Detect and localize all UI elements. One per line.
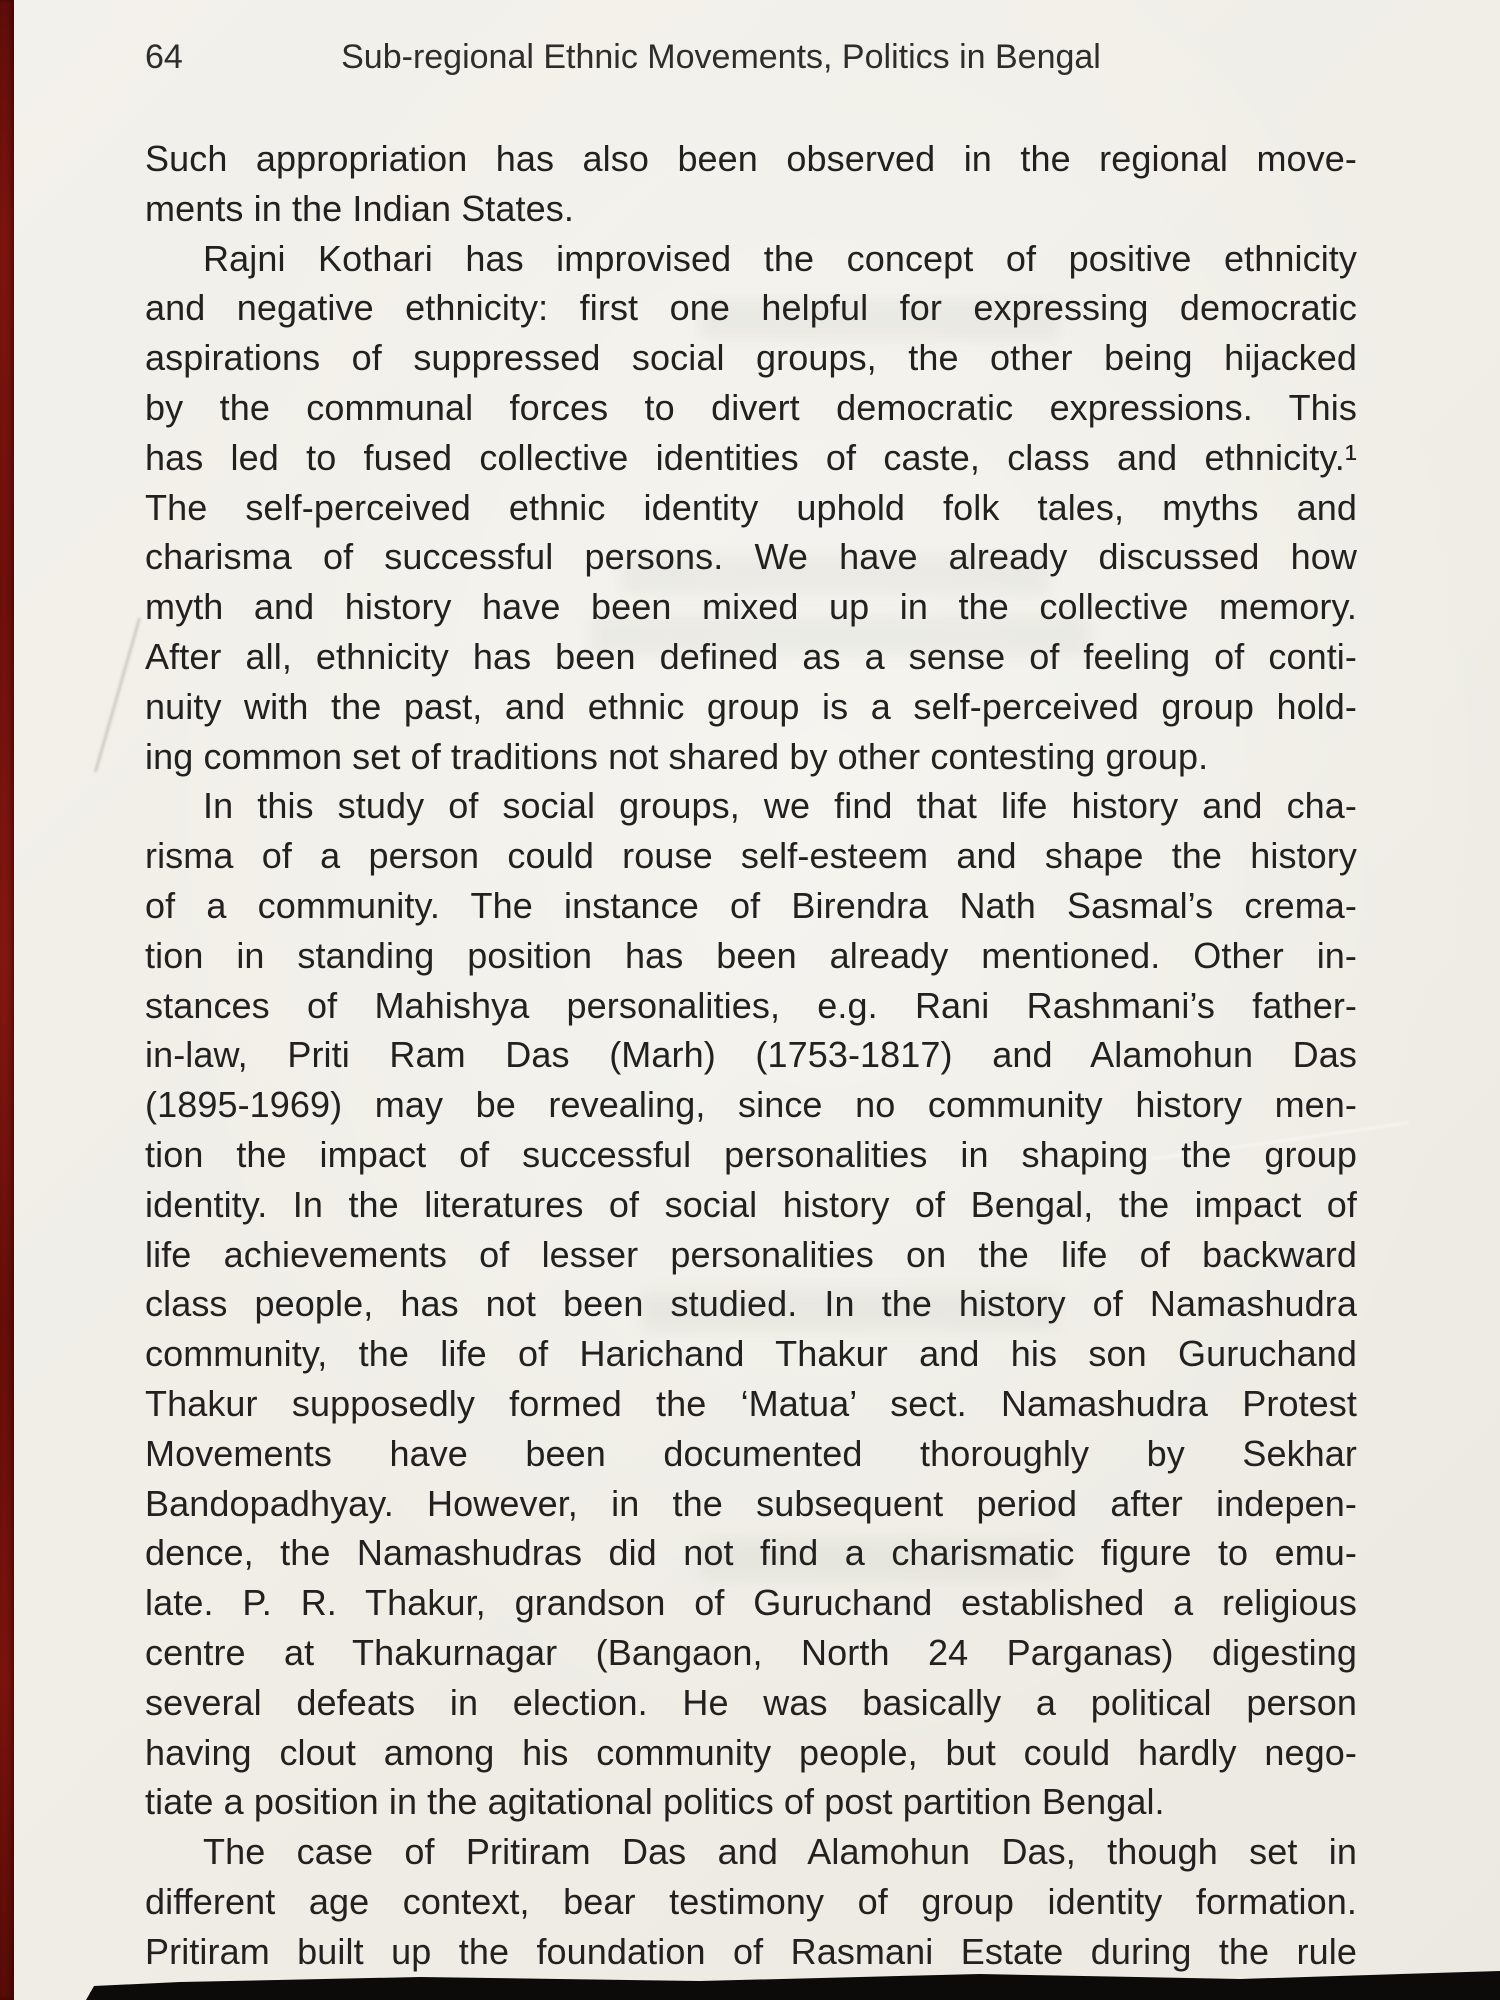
text-line: late. P. R. Thakur, grandson of Guruchand established a religious: [145, 1582, 1357, 1624]
text-line: ing common set of traditions not shared by other contesting group.: [145, 735, 1209, 777]
text-line: The self-perceived ethnic identity uphold folk tales, myths and: [145, 486, 1357, 528]
text-line: Bandopadhyay. However, in the subsequent period after indepen-: [145, 1482, 1357, 1524]
text-line: The case of Pritiram Das and Alamohun Das, though set in: [203, 1831, 1357, 1873]
text-line: ments in the Indian States.: [145, 187, 574, 229]
text-line: Pritiram built up the foundation of Rasmani Estate during the rule: [145, 1930, 1357, 1972]
text-line: Thakur supposedly formed the ‘Matua’ sect. Namashudra Protest: [145, 1382, 1357, 1424]
text-line: Such appropriation has also been observed in the regional move-: [145, 138, 1357, 179]
text-line: aspirations of suppressed social groups, the other being hijacked: [145, 337, 1357, 379]
text-line: After all, ethnicity has been defined as a sense of feeling of conti-: [145, 635, 1357, 677]
text-line: tion in standing position has been already mentioned. Other in-: [145, 934, 1357, 976]
text-line: of a community. The instance of Birendra Nath Sasmal’s crema-: [145, 884, 1357, 926]
text-line: different age context, bear testimony of group identity formation.: [145, 1880, 1357, 1922]
text-line: charisma of successful persons. We have already discussed how: [145, 536, 1357, 578]
text-line: and negative ethnicity: first one helpful for expressing democratic: [145, 287, 1357, 329]
text-line: in-law, Priti Ram Das (Marh) (1753-1817) and Alamohun Das: [145, 1034, 1357, 1076]
page-number: 64: [145, 38, 183, 76]
text-line: tion the impact of successful personalities in shaping the group: [145, 1133, 1357, 1175]
text-line: class people, has not been studied. In the history of Namashudra: [145, 1283, 1357, 1325]
text-line: myth and history have been mixed up in the collective memory.: [145, 586, 1357, 628]
running-title: Sub-regional Ethnic Movements, Politics in Bengal: [341, 38, 1101, 76]
text-line: nuity with the past, and ethnic group is a self-perceived group hold-: [145, 685, 1357, 727]
text-line: several defeats in election. He was basically a political person: [145, 1681, 1357, 1723]
text-line: risma of a person could rouse self-esteem and shape the history: [145, 835, 1357, 877]
text-line: tiate a position in the agitational politics of post partition Bengal.: [145, 1781, 1165, 1823]
text-line: In this study of social groups, we find that life history and cha-: [203, 785, 1357, 827]
text-line: life achievements of lesser personalities on the life of backward: [145, 1233, 1357, 1275]
text-line: has led to fused collective identities of caste, class and ethnicity.¹: [145, 436, 1357, 478]
text-line: centre at Thakurnagar (Bangaon, North 24 Parganas) digesting: [145, 1631, 1357, 1673]
text-line: dence, the Namashudras did not find a charismatic figure to emu-: [145, 1532, 1357, 1574]
text-line: identity. In the literatures of social history of Bengal, the impact of: [145, 1183, 1357, 1225]
body-text: [145, 134, 1357, 1976]
page-header: [145, 36, 1357, 80]
text-line: Movements have been documented thoroughly by Sekhar: [145, 1432, 1357, 1474]
text-line: stances of Mahishya personalities, e.g. Rani Rashmani’s father-: [145, 984, 1357, 1026]
scan-crease-artifact: [94, 618, 141, 773]
scan-edge-strip: [0, 0, 14, 2000]
text-line: (1895-1969) may be revealing, since no community history men-: [145, 1084, 1357, 1126]
text-line: Rajni Kothari has improvised the concept of positive ethnicity: [203, 237, 1357, 279]
text-line: community, the life of Harichand Thakur and his son Guruchand: [145, 1333, 1357, 1375]
text-line: having clout among his community people, but could hardly nego-: [145, 1731, 1357, 1773]
text-line: by the communal forces to divert democratic expressions. This: [145, 386, 1357, 428]
